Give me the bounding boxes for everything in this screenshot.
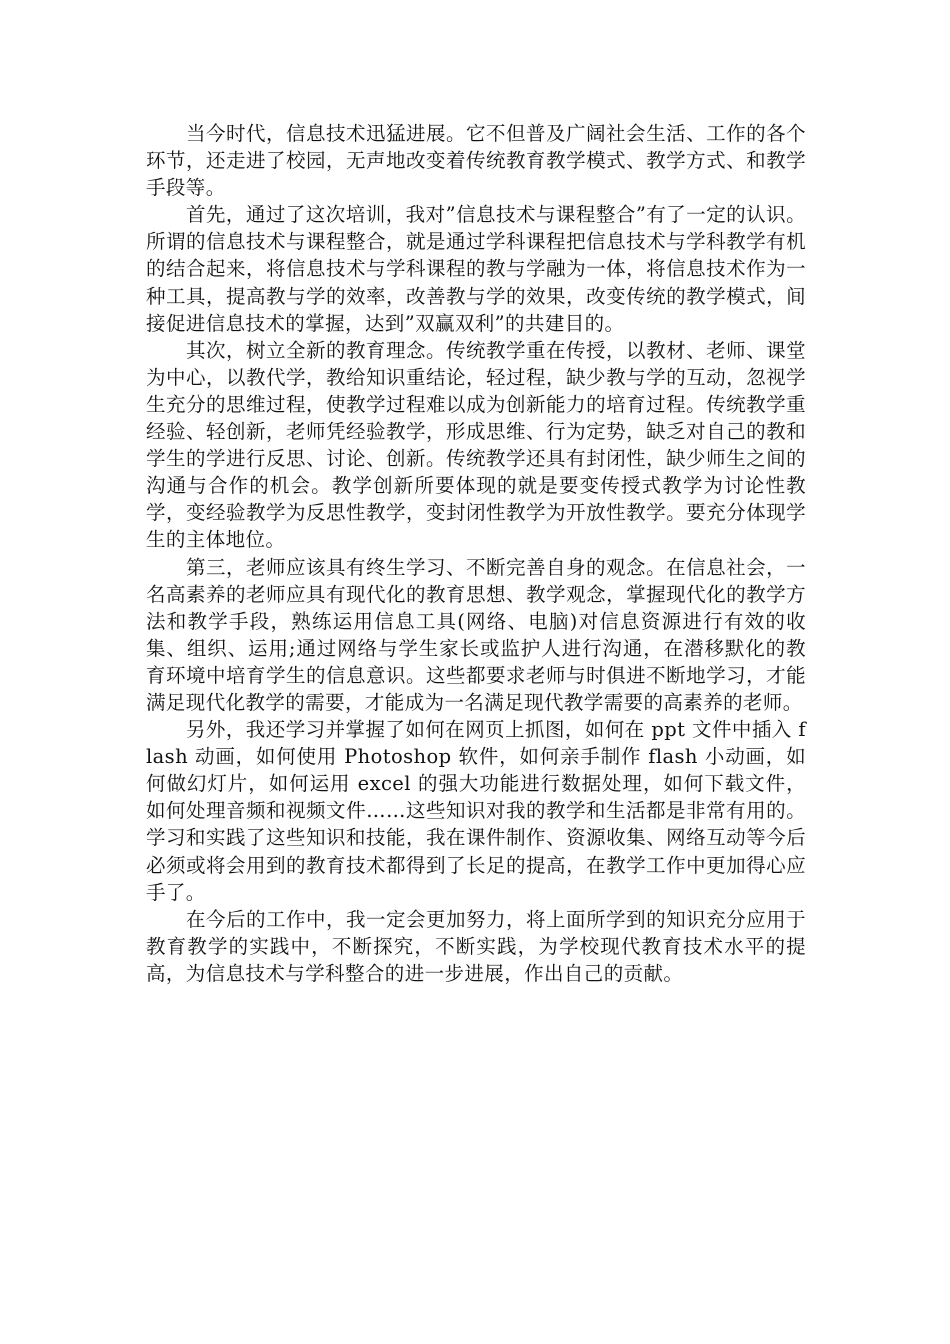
paragraph-intro: 当今时代，信息技术迅猛进展。它不但普及广阔社会生活、工作的各个环节，还走进了校园，无声地改变着传统教育教学模式、教学方式、和教学手段等。 (146, 122, 806, 200)
paragraph-first: 首先，通过了这次培训，我对”信息技术与课程整合”有了一定的认识。所谓的信息技术与课程整合，就是通过学科课程把信息技术与学科教学有机的结合起来，将信息技术与学科课程的教与学融为一体，将信息技术作为一种工具，提高教与学的效率，改善教与学的效果，改变传统的教学模式，间接促进信息技术的掌握，达到”双赢双利”的共建目的。 (146, 203, 806, 335)
paragraph-conclusion: 在今后的工作中，我一定会更加努力，将上面所学到的知识充分应用于教育教学的实践中，不断探究，不断实践，为学校现代教育技术水平的提高，为信息技术与学科整合的进一步进展，作出自己的贡献。 (146, 907, 806, 985)
paragraph-third: 第三，老师应该具有终生学习、不断完善自身的观念。在信息社会，一名高素养的老师应具有现代化的教育思想、教学观念，掌握现代化的教学方法和教学手段，熟练运用信息工具(网络、电脑)对信息资源进行有效的收集、组织、运用;通过网络与学生家长或监护人进行沟通，在潜移默化的教育环境中培育学生的信息意识。这些都要求老师与时俱进不断地学习，才能满足现代化教学的需要，才能成为一名满足现代教学需要的高素养的老师。 (146, 555, 806, 714)
paragraph-additional: 另外，我还学习并掌握了如何在网页上抓图，如何在 ppt 文件中插入 flash 动画，如何使用 Photoshop 软件，如何亲手制作 flash 小动画，如何做幻灯片，如何运用 excel 的强大功能进行数据处理，如何下载文件，如何处理音频和视频文件……这些知识对我的教学和生活都是非常有用的。学习和实践了这些知识和技能，我在课件制作、资源收集、网络互动等今后必须或将会用到的教育技术都得到了长足的提高，在教学工作中更加得心应手了。 (146, 718, 806, 904)
document-body (146, 120, 806, 987)
paragraph-second: 其次，树立全新的教育理念。传统教学重在传授，以教材、老师、课堂为中心，以教代学，教给知识重结论，轻过程，缺少教与学的互动，忽视学生充分的思维过程，使教学过程难以成为创新能力的培育过程。传统教学重经验、轻创新，老师凭经验教学，形成思维、行为定势，缺乏对自己的教和学生的学进行反思、讨论、创新。传统教学还具有封闭性，缺少师生之间的沟通与合作的机会。教学创新所要体现的就是要变传授式教学为讨论性教学，变经验教学为反思性教学，变封闭性教学为开放性教学。要充分体现学生的主体地位。 (146, 338, 806, 552)
